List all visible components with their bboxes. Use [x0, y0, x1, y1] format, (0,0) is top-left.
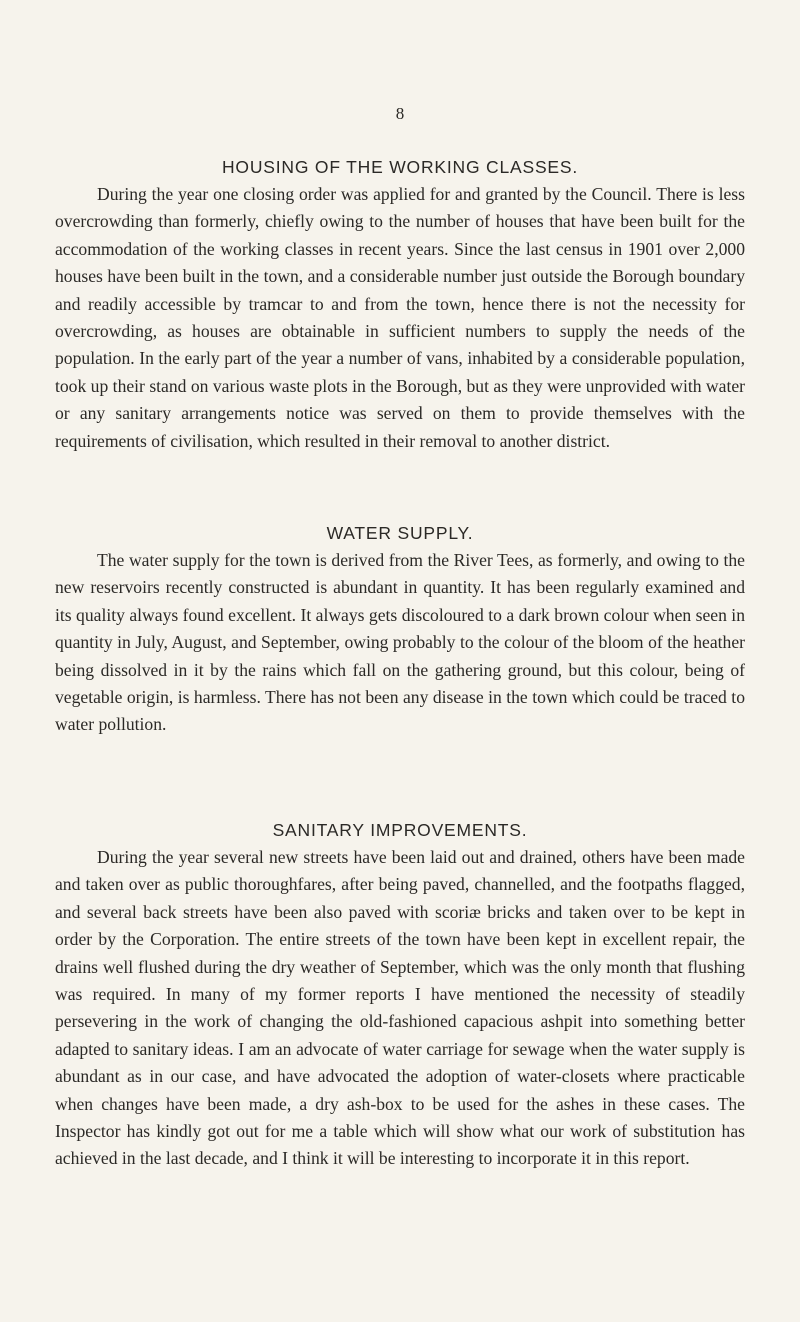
heading-sanitary-improvements: SANITARY IMPROVEMENTS. — [272, 820, 528, 840]
heading-housing: HOUSING OF THE WORKING CLASSES. — [221, 157, 579, 177]
heading-water-supply: WATER SUPPLY. — [326, 523, 474, 543]
paragraph-water-supply: The water supply for the town is derived from the River Tees, as formerly, and owing to the new reservoirs recently constructed is abundant in quantity. It has been regularly examined and its quality always found excellent. It always gets discoloured to a dark brown colour when seen in quantity in July, August, and September, owing probably to the colour of the bloom of the heather being dissolved in it by the rains which fall on the gathering ground, but this colour, being of vegetable origin, is harmless. There has not been any disease in the town which could be traced to water pollution. — [55, 550, 745, 735]
paragraph-housing: During the year one closing order was applied for and granted by the Council. There is less overcrowding than formerly, chiefly owing to the number of houses that have been built for the accommodation of the working classes in recent years. Since the last census in 1901 over 2,000 houses have been built in the town, and a considerable number just outside the Borough boundary and readily accessible by tramcar to and from the town, hence there is not the necessity for overcrowding, as houses are obtainable in sufficient numbers to supply the needs of the population. In the early part of the year a number of vans, inhabited by a considerable population, took up their stand on various waste plots in the Borough, but as they were unprovided with water or any sanitary arrangements notice was served on them to provide themselves with the requirements of civilisation, which resulted in their removal to another district. — [55, 184, 745, 451]
page-number: 8 — [395, 104, 405, 123]
paragraph-sanitary-improvements: During the year several new streets have been laid out and drained, others have been made and taken over as public thoroughfares, after being paved, channelled, and the footpaths flagged, and several back streets have been also paved with scoriæ bricks and taken over to be kept in order by the Corporation. The entire streets of the town have been kept in excellent repair, the drains well flushed during the dry weather of September, which was the only month that flushing was required. In many of my former reports I have mentioned the necessity of steadily persevering in the work of changing the old-fashioned capacious ashpit into something better adapted to sanitary ideas. I am an advocate of water carriage for sewage when the water supply is abundant as in our case, and have advocated the adoption of water-closets where practicable when changes have been made, a dry ash-box to be used for the ashes in these cases. The Inspector has kindly got out for me a table which will show what our work of substitution has achieved in the last decade, and I think it will be interesting to incorporate it in this report. — [55, 847, 745, 1169]
